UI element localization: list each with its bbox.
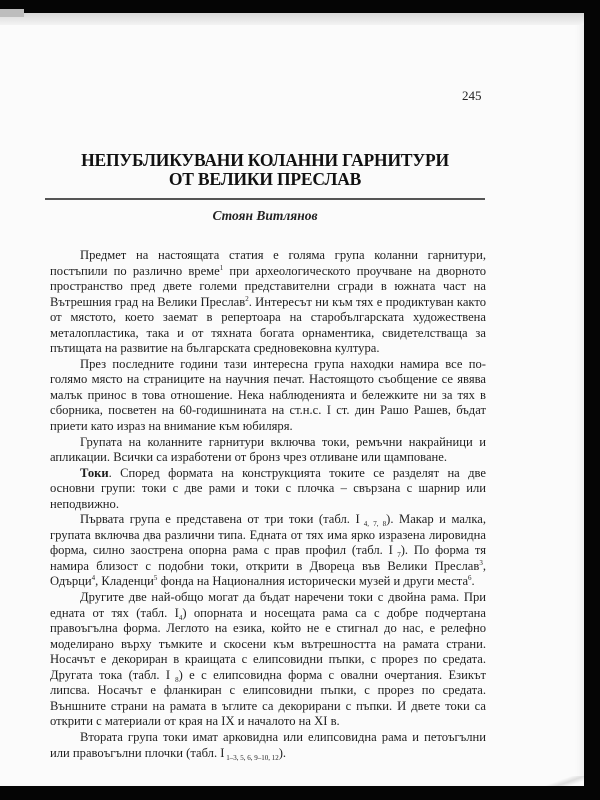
table-ref-subscript: 7 (392, 551, 401, 560)
text-run: , Одърци (50, 558, 486, 589)
text-run: фонда на Националния исторически музей и други места (157, 574, 469, 589)
footnote-ref: 6 (468, 574, 472, 583)
paragraph (50, 730, 486, 761)
article-body (50, 248, 486, 761)
text-run: Предмет на настоящата статия е голяма група коланни гарнитури, постъпили по различно време (50, 248, 486, 278)
paragraph (50, 512, 486, 590)
text-run: През последните години тази интересна група находки намира все по-голямо място на страниците на научния печат. Настоящото съобщение се явява малък принос в това отношение. Нека наблюденията и бележките ни за тях в сборника, посветен на 60-годишнината на ст.н.с. I ст. дин Рашо Рашев, бъдат приети като израз на внимание към юбиляря. (50, 356, 486, 434)
page-top-edge (0, 13, 584, 25)
text-run: , Кладенци (95, 574, 154, 589)
text-run: ). (278, 745, 287, 760)
footnote-ref: 4 (91, 574, 96, 583)
text-run: Втората група токи имат арковидна или елипсовидна рама и петоъгълни или правоъгълни плочки (табл. I (50, 729, 486, 760)
paragraph (50, 435, 486, 466)
author-name: Стоян Витлянов (212, 208, 318, 223)
text-run: . Според формата на конструкцията токите се разделят на две основни групи: токи с две рами и токи с плочка – свързана с шарнир или неподвижно. (50, 465, 486, 511)
paragraph (50, 248, 486, 357)
text-run: . (471, 574, 475, 589)
paragraph (50, 466, 486, 513)
table-ref-subscript: 4 (178, 613, 183, 622)
text-run: Групата на коланните гарнитури включва токи, ремъчни накрайници и апликации. Всички са изработени от бронз чрез отливане или щамповане. (50, 434, 486, 465)
page-number: 245 (462, 88, 482, 103)
book-page (0, 13, 584, 786)
section-heading-inline: Токи (80, 465, 109, 480)
text-run: . Интересът ни към тях е продиктуван както от мястото, което заемат в репертоара на старобългарската художествена металопластика, така и от тяхната богата орнаментика, свидетелстваща за пътищата на развитие на българската средновековна култура. (50, 294, 487, 356)
text-run: ). По форма тя намира близост с подобни токи, открити в Двореца във Велики Преслав (50, 543, 486, 573)
page-curl (544, 776, 584, 786)
title-line-2: ОТ ВЕЛИКИ ПРЕСЛАВ (168, 169, 362, 189)
text-run: Другите две най-общо могат да бъдат наречени токи с двойна рама. При едната от тях (табл. I (50, 590, 486, 620)
title-line-1: НЕПУБЛИКУВАНИ КОЛАННИ ГАРНИТУРИ (81, 150, 449, 170)
footnote-ref: 1 (219, 263, 224, 272)
table-ref-subscript: 1–3, 5, 6, 9–10, 12 (224, 753, 279, 762)
text-run: ). Макар и малка, групата включва два различни типа. Едната от тях има ярко изразена лировидна форма, силно заострена опорна рама с прав профил (табл. I (50, 512, 487, 558)
text-run: ) опорната и носещата рама са с добре подчертана правоъгълна форма. Леглото на езика, който не е стигнал до нас, е релефно моделирано върху тъмките и скосени към вътрешността на рамата страни. Носачът е декориран в краищата с елипсовидни пъпки, с прорез по средата. Другата тока (табл. I (50, 605, 487, 682)
footnote-ref: 3 (479, 558, 483, 567)
table-ref-subscript: 8 (170, 675, 179, 684)
text-run: ) е с елипсовидна форма с овални очертания. Езикът липсва. Носачът е фланкиран с елипсовидни пъпки, с прорез по средата. Външните страни на рамата в ъглите са декорирани с пъпки. И двете токи са открити с материали от края на IX и началото на XI в. (50, 667, 487, 729)
title-divider (45, 198, 485, 200)
paragraph (50, 357, 486, 435)
paragraph (50, 590, 486, 730)
footnote-ref: 5 (153, 574, 158, 583)
footnote-ref: 2 (245, 294, 249, 303)
text-run: при археологическото проучване на дворното пространство пред двете големи представителни сгради в южната част на Вътрешния град на Велики Преслав (50, 263, 487, 309)
page-corner-tab (0, 9, 24, 17)
article-title (45, 151, 485, 189)
text-run: Първата група е представена от три токи (табл. I (80, 512, 360, 527)
table-ref-subscript: 4, 7, 8 (359, 520, 387, 529)
